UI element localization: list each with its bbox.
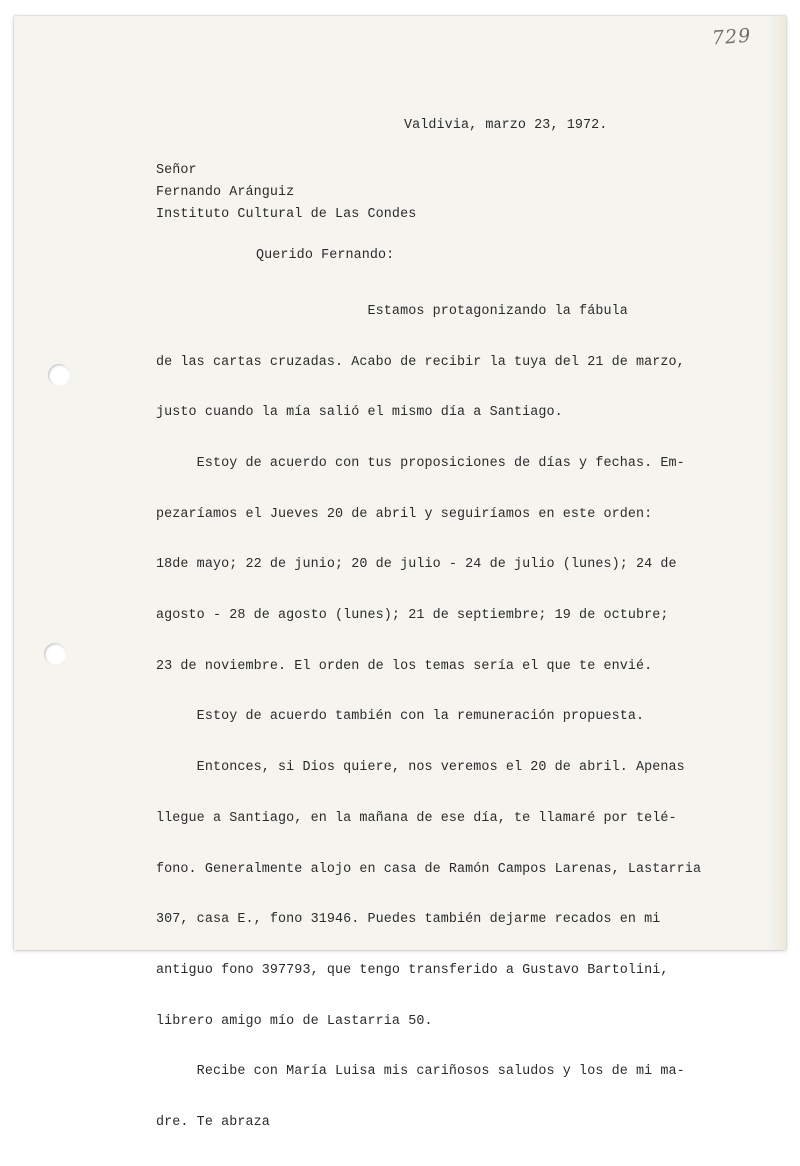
punch-hole-lower xyxy=(44,643,66,665)
body-line: 18de mayo; 22 de junio; 20 de julio - 24 de julio (lunes); 24 de xyxy=(156,557,677,573)
body-line: Entonces, si Dios quiere, nos veremos el 20 de abril. Apenas xyxy=(156,760,685,776)
body-line: pezaríamos el Jueves 20 de abril y seguiríamos en este orden: xyxy=(156,506,653,522)
letter-page xyxy=(14,16,786,1131)
salutation: Querido Fernando: xyxy=(256,248,395,263)
recipient-title: Señor xyxy=(156,163,197,178)
body-line: Estamos protagonizando la fábula xyxy=(156,303,628,319)
punch-hole-upper xyxy=(48,364,70,386)
folio-number: 729 xyxy=(711,24,752,50)
recipient-institution: Instituto Cultural de Las Condes xyxy=(156,207,417,222)
body-line: justo cuando la mía salió el mismo día a Santiago. xyxy=(156,405,563,421)
recipient-name: Fernando Aránguiz xyxy=(156,185,295,200)
body-line: Estoy de acuerdo también con la remuneración propuesta. xyxy=(156,709,645,725)
body-line: Estoy de acuerdo con tus proposiciones de días y fechas. Em- xyxy=(156,455,685,471)
body-line: fono. Generalmente alojo en casa de Ramón Campos Larenas, Lastarria xyxy=(156,861,702,877)
body-line: agosto - 28 de agosto (lunes); 21 de septiembre; 19 de octubre; xyxy=(156,608,669,624)
body-line: de las cartas cruzadas. Acabo de recibir la tuya del 21 de marzo, xyxy=(156,354,685,370)
body-line: librero amigo mío de Lastarria 50. xyxy=(156,1013,433,1029)
body-line: dre. Te abraza xyxy=(156,1115,270,1131)
dateline: Valdivia, marzo 23, 1972. xyxy=(404,118,608,133)
letter-body xyxy=(156,270,701,1166)
body-line: Recibe con María Luisa mis cariñosos saludos y los de mi ma- xyxy=(156,1064,685,1080)
body-line: antiguo fono 397793, que tengo transferido a Gustavo Bartolini, xyxy=(156,962,669,978)
body-line: 307, casa E., fono 31946. Puedes también dejarme recados en mi xyxy=(156,912,661,928)
body-line: llegue a Santiago, en la mañana de ese día, te llamaré por telé- xyxy=(156,810,677,826)
body-line: 23 de noviembre. El orden de los temas sería el que te envié. xyxy=(156,658,653,674)
